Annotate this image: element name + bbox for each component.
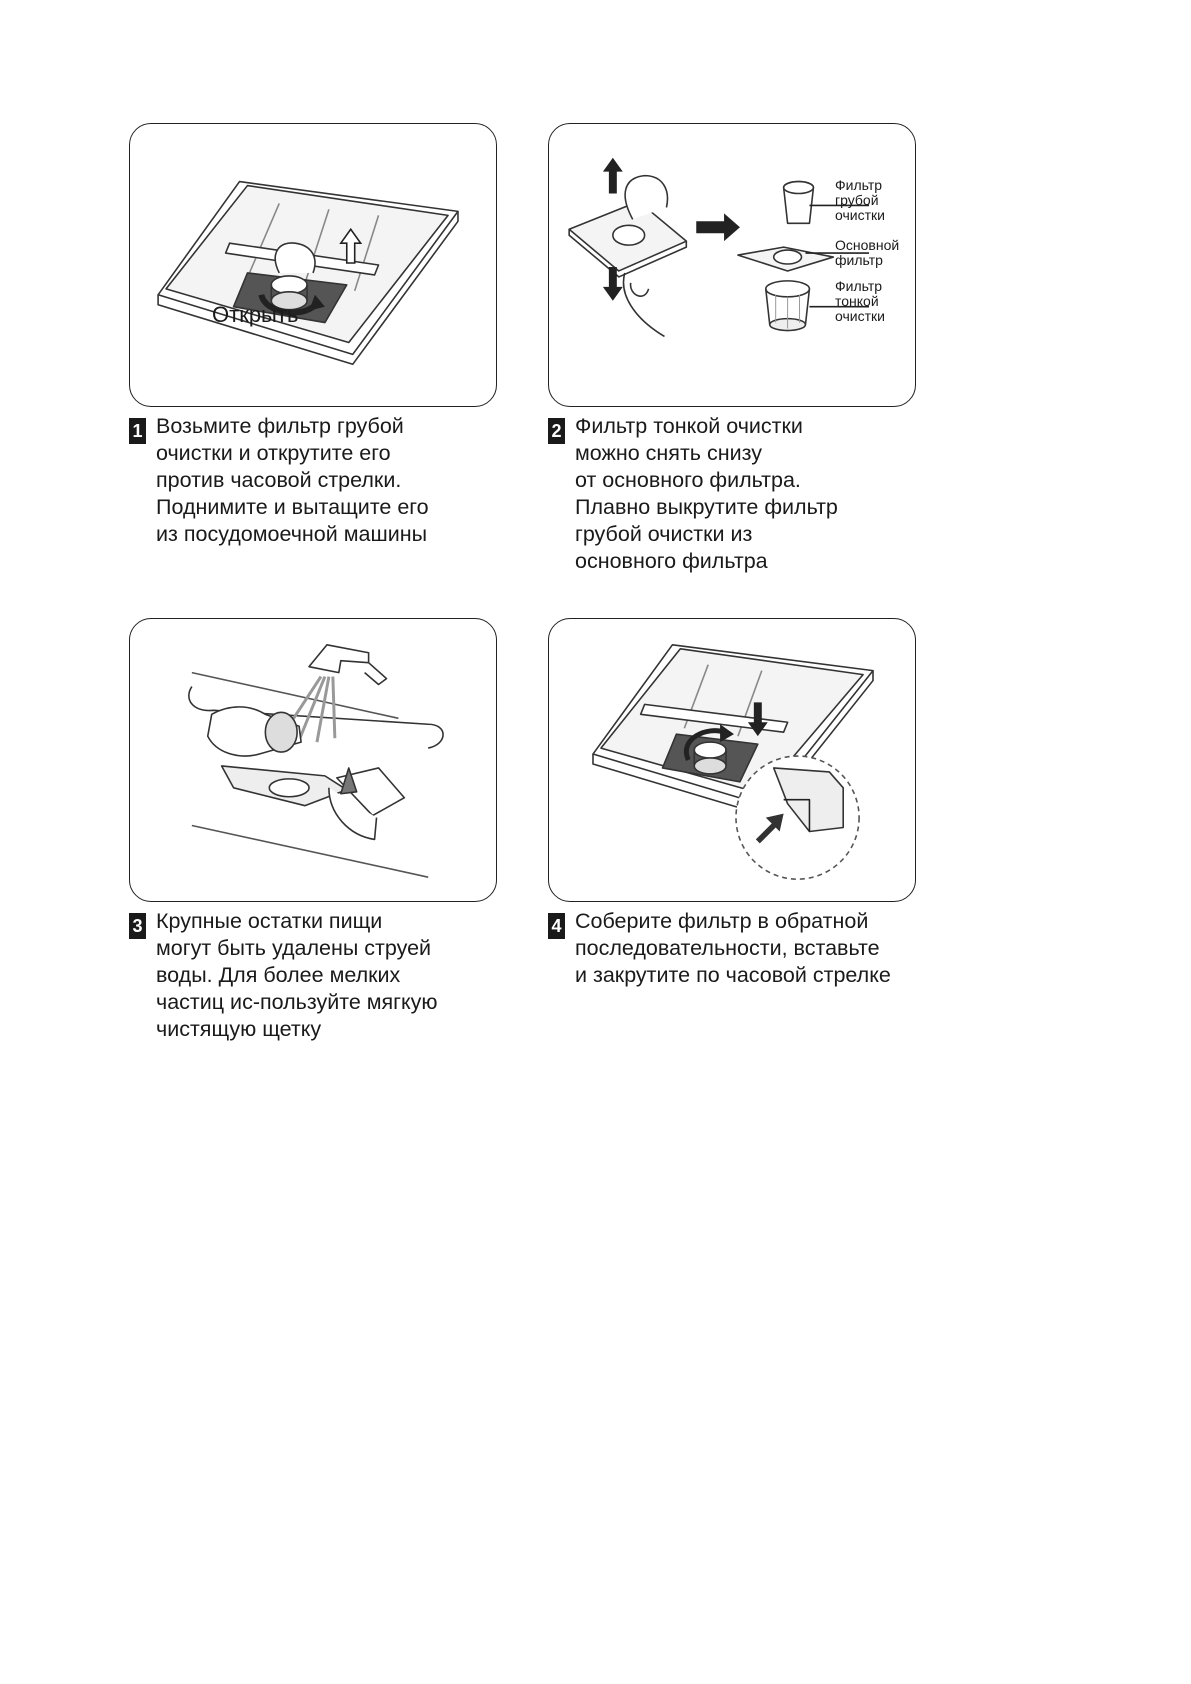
reassemble-filter-illustration	[549, 619, 915, 901]
step-number-badge: 1	[129, 418, 146, 444]
step-instruction: Крупные остатки пищи могут быть удалены струей воды. Для более мелких частиц ис-пользуйте мягкую чистящую щетку	[156, 909, 438, 1041]
callout-coarse-filter: Фильтр грубой очистки	[835, 177, 885, 223]
illustration-panel-2	[548, 123, 916, 407]
right-arrow-icon	[696, 213, 740, 241]
step-instruction: Соберите фильтр в обратной последовательности, вставьте и закрутите по часовой стрелке	[575, 909, 891, 987]
illustration-panel-1	[129, 123, 497, 407]
down-arrow-icon	[603, 267, 623, 301]
callout-fine-filter: Фильтр тонкой очистки	[835, 278, 885, 324]
step-instruction: Возьмите фильтр грубой очистки и открутите его против часовой стрелки. Поднимите и вытащите его из посудомоечной машины	[156, 414, 429, 546]
step-number-badge: 2	[548, 418, 565, 444]
illustration-panel-3	[129, 618, 497, 902]
open-label: Открыть	[212, 302, 299, 327]
step-number-badge: 3	[129, 913, 146, 939]
step-number-badge: 4	[548, 913, 565, 939]
filter-tray-illustration	[130, 124, 496, 406]
step-instruction: Фильтр тонкой очистки можно снять снизу от основного фильтра. Плавно выкрутите фильтр грубой очистки из основного фильтра	[575, 414, 838, 573]
up-arrow-icon	[603, 158, 623, 194]
rinse-filter-illustration	[130, 619, 496, 901]
callout-main-filter: Основной фильтр	[835, 237, 900, 268]
illustration-panel-4	[548, 618, 916, 902]
